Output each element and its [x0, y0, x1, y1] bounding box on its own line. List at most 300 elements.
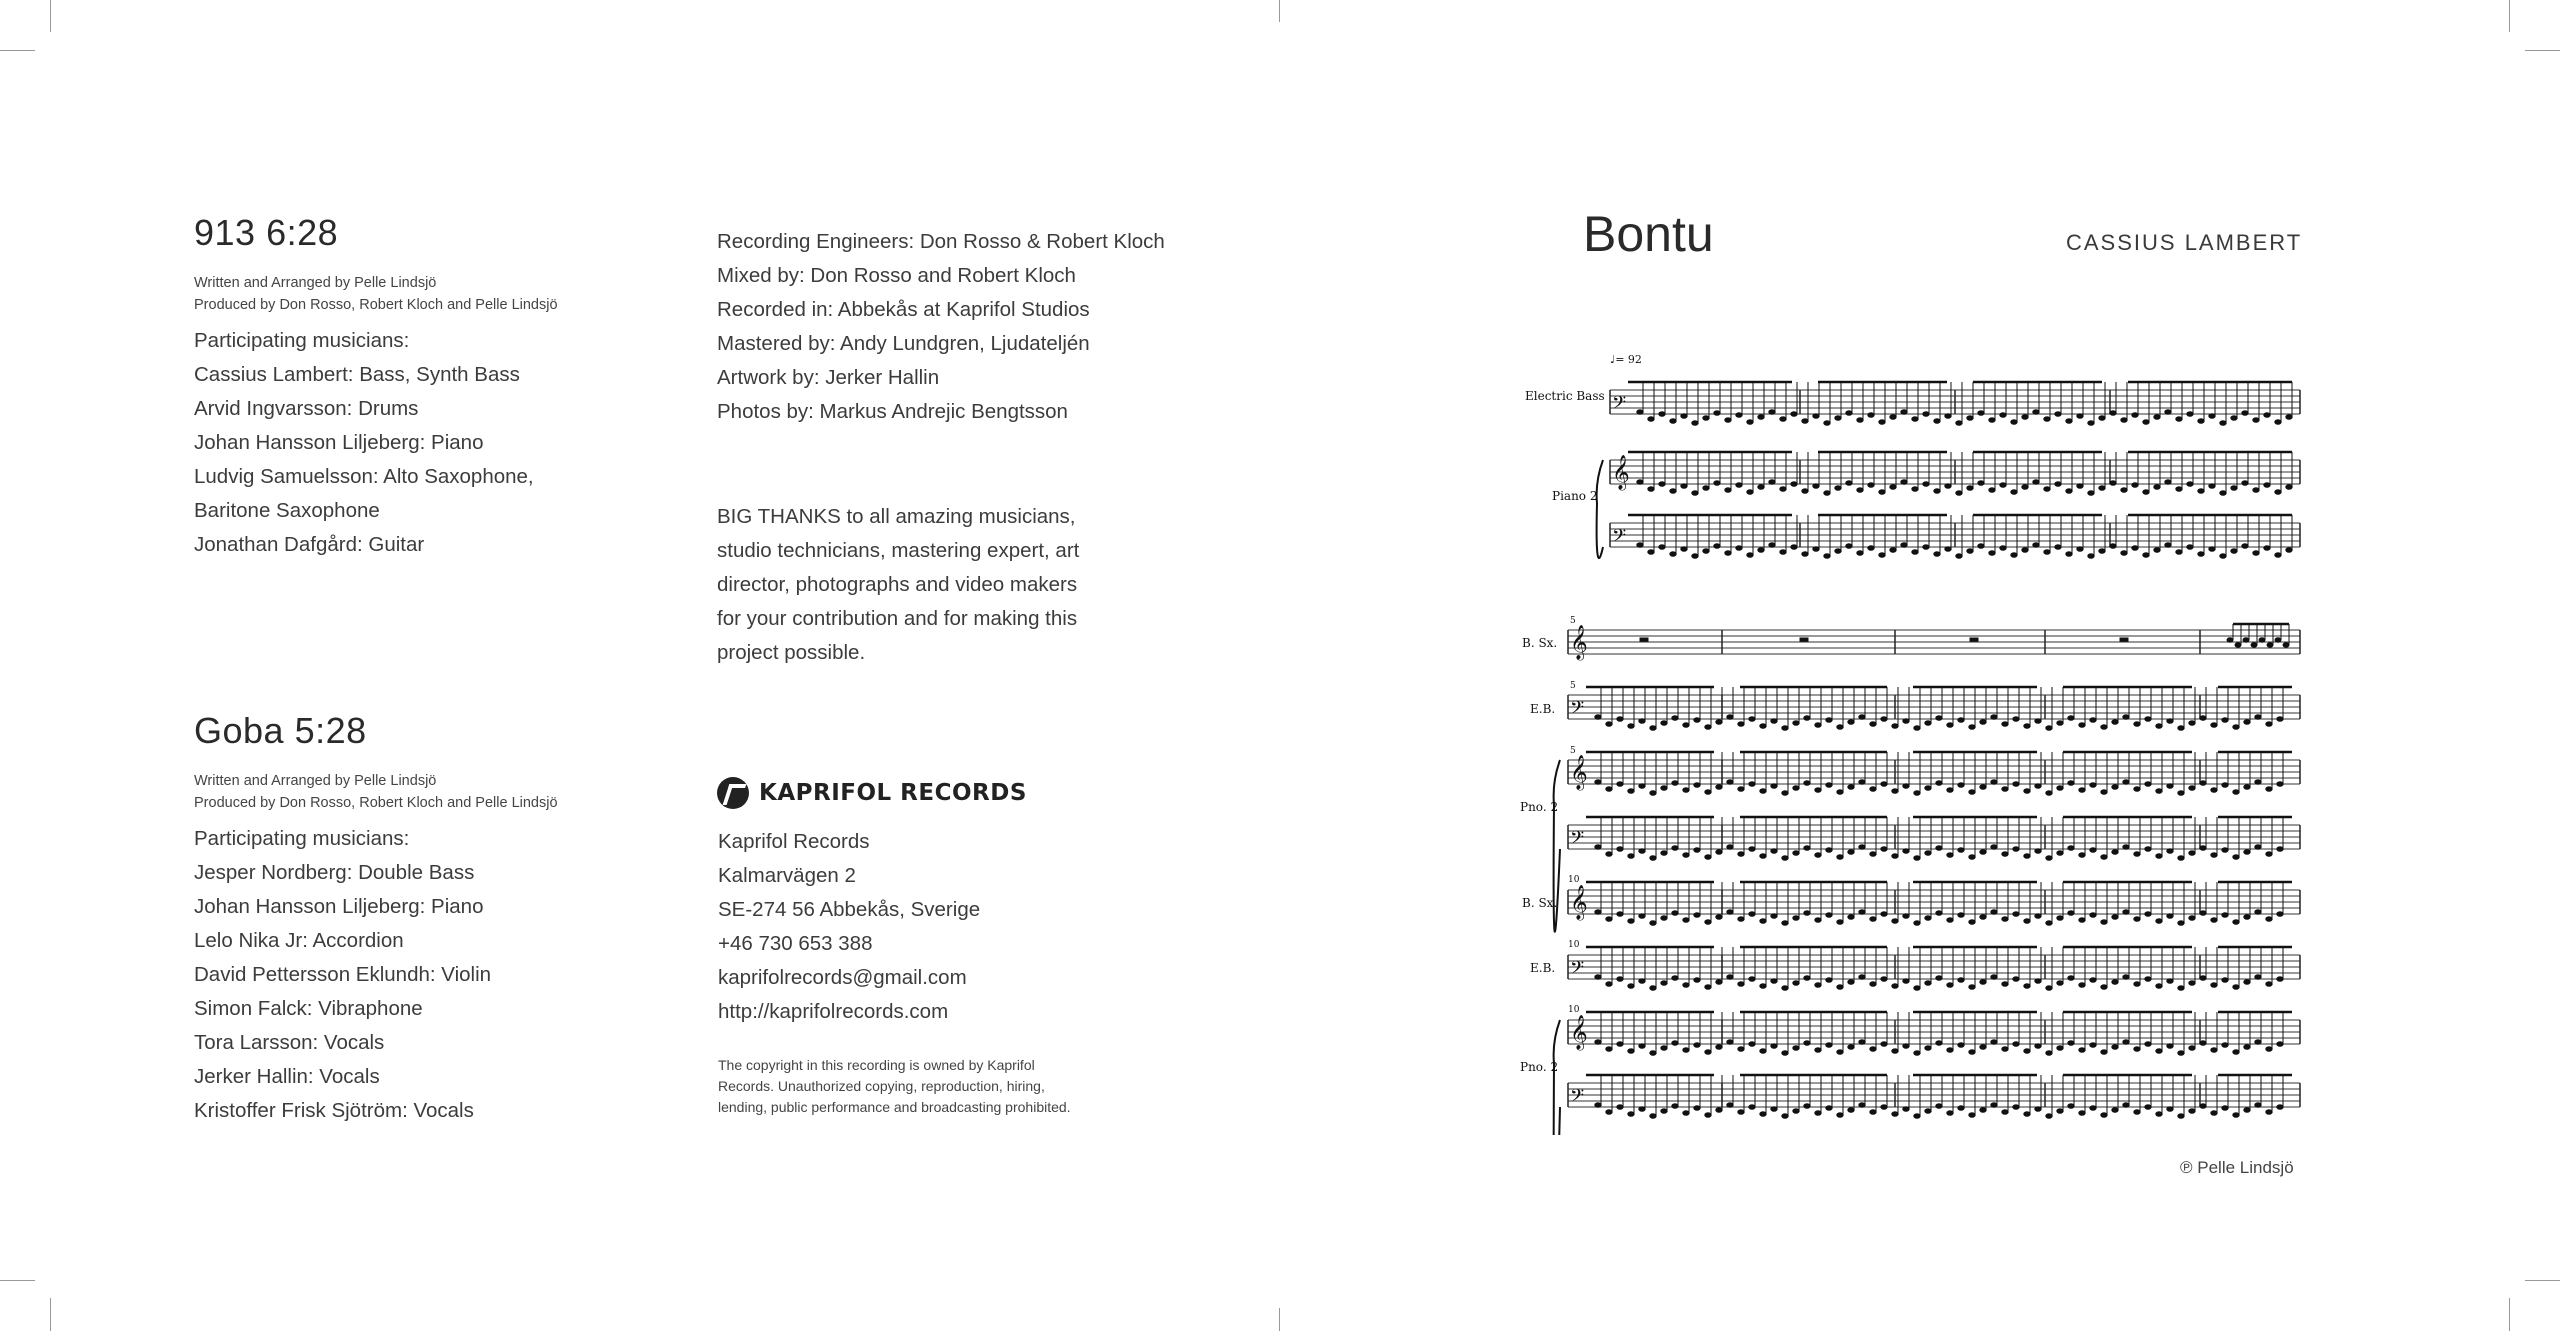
note-head [1815, 788, 1821, 793]
note-head [2046, 1114, 2052, 1119]
note-head [1617, 782, 1623, 787]
note-head [1727, 845, 1733, 850]
note-head [2165, 480, 2171, 485]
note-head [1958, 913, 1964, 918]
treble-clef-icon: 𝄞 [1570, 1015, 1588, 1050]
note-head [1991, 1103, 1997, 1108]
note-head [1804, 846, 1810, 851]
note-head [1958, 848, 1964, 853]
note-head [1925, 981, 1931, 986]
note-head [1870, 917, 1876, 922]
note-head [1923, 545, 1929, 550]
note-head [1826, 718, 1832, 723]
note-head [2079, 853, 2085, 858]
note-head [2189, 851, 2195, 856]
note-head [2099, 486, 2105, 491]
note-head [2220, 421, 2226, 426]
note-head [1868, 483, 1874, 488]
note-head [2222, 1106, 2228, 1111]
brace [1554, 1020, 1560, 1135]
note-head [2255, 715, 2261, 720]
note-head [2167, 719, 2173, 724]
note-head [1989, 551, 1995, 556]
note-head [2132, 483, 2138, 488]
note-head [1903, 1044, 1909, 1049]
note-head [1967, 486, 1973, 491]
note-head [2187, 412, 2193, 417]
note-head [1802, 419, 1808, 424]
track-goba [194, 710, 654, 1128]
note-head [1672, 846, 1678, 851]
note-head [2046, 1051, 2052, 1056]
note-head [1914, 856, 1920, 861]
note-head [2189, 721, 2195, 726]
note-head [1760, 789, 1766, 794]
note-head [2068, 716, 2074, 721]
note-head [2167, 784, 2173, 789]
note-head [1936, 911, 1942, 916]
note-head [1956, 421, 1962, 426]
note-head [2024, 724, 2030, 729]
crop-mark [50, 1298, 51, 1331]
note-head [2244, 720, 2250, 725]
note-head [1837, 1050, 1843, 1055]
note-head [2044, 487, 2050, 492]
instrument-label: B. Sx. [1522, 636, 1558, 650]
logo-text: KAPRIFOL RECORDS [759, 780, 1027, 806]
note-head [1694, 978, 1700, 983]
note-head [1815, 1048, 1821, 1053]
note-head [1868, 546, 1874, 551]
note-head [1969, 985, 1975, 990]
crop-mark [50, 0, 51, 32]
note-head [2077, 414, 2083, 419]
note-head [2266, 1110, 2272, 1115]
note-head [2266, 917, 2272, 922]
note-head [1661, 1046, 1667, 1051]
note-head [1703, 549, 1709, 554]
note-head [1738, 1047, 1744, 1052]
note-head [2167, 1107, 2173, 1112]
note-head [2244, 1045, 2250, 1050]
note-head [1936, 1041, 1942, 1046]
bass-clef-icon: 𝄢 [1570, 828, 1585, 853]
note-head [1771, 914, 1777, 919]
note-head [2255, 845, 2261, 850]
publisher-credit: ℗ Pelle Lindsjö [2180, 1158, 2294, 1177]
note-head [2057, 1046, 2063, 1051]
email-link[interactable]: kaprifolrecords@gmail.com [718, 966, 967, 989]
note-head [2044, 417, 2050, 422]
note-head [1870, 1110, 1876, 1115]
note-head [1881, 1105, 1887, 1110]
note-head [2156, 984, 2162, 989]
note-head [1628, 919, 1634, 924]
note-head [1694, 1106, 1700, 1111]
note-head [2123, 715, 2129, 720]
note-head [1705, 920, 1711, 925]
note-head [2275, 553, 2281, 558]
treble-clef-icon: 𝄞 [1570, 625, 1588, 660]
note-head [1980, 980, 1986, 985]
note-head [2145, 1042, 2151, 1047]
note-head [1637, 543, 1643, 548]
note-head [2046, 986, 2052, 991]
note-head [1914, 726, 1920, 731]
musicians-heading: Participating musicians: [194, 329, 410, 352]
note-head [1969, 1113, 1975, 1118]
note-head [2110, 544, 2116, 549]
note-head [2143, 553, 2149, 558]
note-head [1617, 912, 1623, 917]
note-head [2057, 1109, 2063, 1114]
crop-mark [0, 50, 35, 51]
note-head [2057, 851, 2063, 856]
track-title: Goba 5:28 [194, 710, 367, 751]
note-head [1881, 847, 1887, 852]
bass-clef-icon: 𝄢 [1570, 1086, 1585, 1111]
note-head [2055, 545, 2061, 550]
note-head [2156, 724, 2162, 729]
note-head [2176, 417, 2182, 422]
note-head [2024, 984, 2030, 989]
note-head [1914, 1114, 1920, 1119]
note-head [1925, 916, 1931, 921]
note-head [1672, 911, 1678, 916]
note-head [2112, 720, 2118, 725]
note-head [1881, 782, 1887, 787]
note-head [1782, 986, 1788, 991]
note-head [1837, 920, 1843, 925]
note-head [1672, 1041, 1678, 1046]
note-head [2275, 638, 2281, 642]
notes [1570, 382, 2292, 1118]
note-head [2033, 410, 2039, 415]
note-head [2233, 985, 2239, 990]
musicians-list [194, 358, 654, 562]
note-head [2259, 638, 2265, 642]
note-head [2013, 847, 2019, 852]
note-head [2264, 413, 2270, 418]
note-head [2035, 1044, 2041, 1049]
website-link[interactable]: http://kaprifolrecords.com [718, 1000, 949, 1023]
note-head [2123, 975, 2129, 980]
note-head [1661, 981, 1667, 986]
note-head [1727, 1103, 1733, 1108]
note-head [1991, 780, 1997, 785]
label-address [718, 825, 980, 1029]
note-head [1967, 416, 1973, 421]
note-head [1749, 782, 1755, 787]
note-head [1890, 485, 1896, 490]
note-head [1694, 783, 1700, 788]
note-head [2057, 786, 2063, 791]
instrument-label: Pno. 2 [1520, 1060, 1559, 1074]
note-head [1681, 547, 1687, 552]
note-head [1934, 419, 1940, 424]
note-head [1837, 855, 1843, 860]
note-head [1793, 981, 1799, 986]
note-head [1650, 726, 1656, 731]
note-head [2264, 483, 2270, 488]
note-head [1747, 553, 1753, 558]
note-head [2277, 977, 2283, 982]
note-head [1714, 544, 1720, 549]
note-head [1881, 912, 1887, 917]
note-head [1870, 722, 1876, 727]
measure-number: 5 [1570, 746, 1576, 756]
track-credits-column [194, 212, 654, 1122]
note-head [1595, 845, 1601, 850]
note-head [2266, 787, 2272, 792]
note-head [1848, 915, 1854, 920]
note-head [2101, 1113, 2107, 1118]
note-head [1859, 715, 1865, 720]
note-head [2165, 543, 2171, 548]
note-head [1771, 719, 1777, 724]
produced-by: Produced by Don Rosso, Robert Kloch and Pelle Lindsjö [194, 297, 558, 313]
note-head [2267, 643, 2273, 647]
note-head [1791, 545, 1797, 550]
note-head [1694, 1043, 1700, 1048]
note-head [1804, 716, 1810, 721]
note-head [2011, 490, 2017, 495]
note-head [1837, 1113, 1843, 1118]
note-head [2165, 410, 2171, 415]
note-head [1804, 1104, 1810, 1109]
note-head [1659, 545, 1665, 550]
note-head [1826, 1043, 1832, 1048]
note-head [2244, 1108, 2250, 1113]
note-head [1923, 482, 1929, 487]
note-head [1672, 781, 1678, 786]
note-head [1694, 913, 1700, 918]
note-head [1606, 722, 1612, 727]
note-head [2134, 722, 2140, 727]
note-head [2211, 918, 2217, 923]
note-head [1925, 786, 1931, 791]
note-head [2200, 911, 2206, 916]
note-head [1923, 412, 1929, 417]
note-head [1857, 488, 1863, 493]
note-head [1705, 1113, 1711, 1118]
note-head [1760, 1049, 1766, 1054]
note-head [2255, 910, 2261, 915]
note-head [1846, 481, 1852, 486]
note-head [1870, 787, 1876, 792]
note-head [2266, 982, 2272, 987]
note-head [1606, 852, 1612, 857]
note-head [1804, 781, 1810, 786]
note-head [2112, 980, 2118, 985]
note-head [2123, 845, 2129, 850]
note-head [1903, 979, 1909, 984]
note-head [1606, 1047, 1612, 1052]
note-head [1980, 720, 1986, 725]
note-head [1879, 420, 1885, 425]
note-head [2244, 785, 2250, 790]
note-head [1791, 482, 1797, 487]
note-head [1782, 1114, 1788, 1119]
note-head [2286, 415, 2292, 420]
note-head [2176, 487, 2182, 492]
note-head [2200, 1104, 2206, 1109]
note-head [2046, 726, 2052, 731]
musician: Johan Hansson Liljeberg: Piano [194, 895, 484, 918]
note-head [1637, 410, 1643, 415]
note-head [2123, 1103, 2129, 1108]
production-credits-column [717, 225, 1217, 1115]
note-head [1890, 415, 1896, 420]
note-head [2244, 850, 2250, 855]
note-head [1628, 724, 1634, 729]
note-head [2002, 917, 2008, 922]
note-head [2033, 543, 2039, 548]
note-head [2068, 846, 2074, 851]
note-head [1991, 975, 1997, 980]
note-head [1725, 551, 1731, 556]
note-head [1650, 921, 1656, 926]
brace [1597, 460, 1603, 558]
note-head [2024, 1112, 2030, 1117]
note-head [2068, 911, 2074, 916]
note-head [1903, 849, 1909, 854]
note-head [1650, 856, 1656, 861]
note-head [2013, 1105, 2019, 1110]
note-head [1606, 917, 1612, 922]
note-head [2002, 722, 2008, 727]
note-head [2068, 976, 2074, 981]
note-head [1945, 547, 1951, 552]
note-head [1892, 789, 1898, 794]
note-head [2099, 549, 2105, 554]
note-head [2220, 491, 2226, 496]
note-head [1835, 416, 1841, 421]
staff-lines [1568, 390, 2300, 1107]
note-head [2002, 1110, 2008, 1115]
note-head [1813, 484, 1819, 489]
note-head [2253, 551, 2259, 556]
note-head [2231, 486, 2237, 491]
note-head [1859, 910, 1865, 915]
note-head [2046, 856, 2052, 861]
note-head [2200, 1041, 2206, 1046]
bass-clef-icon: 𝄢 [1570, 958, 1585, 983]
note-head [1760, 724, 1766, 729]
rest [1640, 638, 1648, 641]
note-head [2013, 912, 2019, 917]
note-head [1859, 1103, 1865, 1108]
musician: Jesper Nordberg: Double Bass [194, 861, 475, 884]
musician: Tora Larsson: Vocals [194, 1031, 385, 1054]
note-head [2154, 415, 2160, 420]
note-head [1595, 715, 1601, 720]
note-head [2211, 983, 2217, 988]
note-head [1705, 790, 1711, 795]
note-head [2145, 912, 2151, 917]
note-head [2209, 484, 2215, 489]
note-head [1661, 786, 1667, 791]
note-head [1661, 851, 1667, 856]
note-head [1758, 548, 1764, 553]
note-head [1681, 414, 1687, 419]
note-head [2101, 920, 2107, 925]
note-head [2233, 1113, 2239, 1118]
note-head [2055, 482, 2061, 487]
note-head [2112, 915, 2118, 920]
thanks-line: studio technicians, mastering expert, art [717, 539, 1080, 562]
note-head [2277, 912, 2283, 917]
musicians-list [194, 856, 654, 1128]
note-head [2233, 725, 2239, 730]
note-head [1947, 918, 1953, 923]
note-head [1628, 984, 1634, 989]
note-head [1857, 551, 1863, 556]
note-head [1947, 1111, 1953, 1116]
note-head [2242, 481, 2248, 486]
note-head [2066, 489, 2072, 494]
note-head [1848, 1108, 1854, 1113]
note-head [2266, 852, 2272, 857]
note-head [1747, 420, 1753, 425]
address-line: Kaprifol Records [718, 830, 870, 853]
note-head [1791, 412, 1797, 417]
note-head [2255, 1103, 2261, 1108]
note-head [1991, 845, 1997, 850]
note-head [1947, 983, 1953, 988]
note-head [2189, 916, 2195, 921]
credit-line: Recording Engineers: Don Rosso & Robert Kloch [717, 230, 1165, 253]
measure-number: 10 [1568, 940, 1580, 950]
note-head [1969, 920, 1975, 925]
note-head [2200, 846, 2206, 851]
note-head [2222, 783, 2228, 788]
note-head [2000, 546, 2006, 551]
note-head [1903, 719, 1909, 724]
note-head [1683, 853, 1689, 858]
note-head [1892, 724, 1898, 729]
note-head [1958, 1106, 1964, 1111]
note-head [1892, 1112, 1898, 1117]
note-head [1606, 1110, 1612, 1115]
note-head [2222, 848, 2228, 853]
note-head [2123, 1040, 2129, 1045]
note-head [2002, 1047, 2008, 1052]
note-head [1650, 791, 1656, 796]
note-head [1901, 410, 1907, 415]
note-head [1815, 983, 1821, 988]
note-head [2002, 982, 2008, 987]
note-head [1835, 486, 1841, 491]
note-head [2200, 976, 2206, 981]
note-head [2112, 1045, 2118, 1050]
note-head [2198, 489, 2204, 494]
note-head [2088, 554, 2094, 559]
note-head [2079, 723, 2085, 728]
note-head [2156, 789, 2162, 794]
note-head [2178, 1114, 2184, 1119]
note-head [1813, 414, 1819, 419]
musician: Lelo Nika Jr: Accordion [194, 929, 404, 952]
note-head [1967, 549, 1973, 554]
note-head [1738, 982, 1744, 987]
note-head [1956, 491, 1962, 496]
score-title: Bontu [1583, 206, 1714, 262]
note-head [1804, 976, 1810, 981]
note-head [2101, 790, 2107, 795]
note-head [1749, 717, 1755, 722]
note-head [2079, 1111, 2085, 1116]
